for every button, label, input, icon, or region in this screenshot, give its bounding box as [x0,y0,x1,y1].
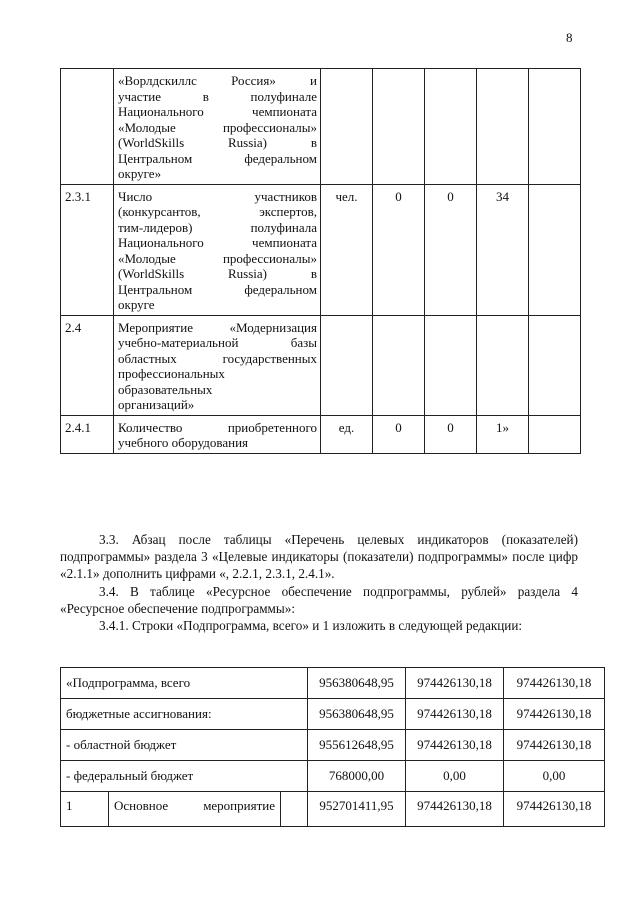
indicator-name-line: учебного оборудования [118,435,249,450]
indicator-name [114,69,321,185]
indicator-row [61,415,581,453]
indicator-name-line: Национального чемпионата [118,235,317,250]
paragraph-3-3: 3.3. Абзац после таблицы «Перечень целевых индикаторов (показателей) подпрограммы» раздела 3 «Целевые индикаторы (показатели) подпрограммы» после цифр «2.1.1» дополнить цифрами «, 2.2.1, 2.3.1, 2.4.1». [60,532,578,581]
indicator-v2 [425,69,477,185]
indicator-unit: чел. [321,184,373,315]
indicator-unit [321,69,373,185]
resource-empty-cell [281,792,308,827]
indicator-v2: 0 [425,184,477,315]
resource-label: - областной бюджет [61,730,308,761]
resource-row [61,668,605,699]
indicator-v3 [477,69,529,185]
resource-value-v3: 0,00 [504,761,605,792]
resource-row [61,761,605,792]
indicator-name-line: Центральном федеральном [118,150,317,166]
indicator-name-line: округе» [118,166,162,181]
indicator-v3: 34 [477,184,529,315]
resource-row [61,730,605,761]
resource-value-v3: 974426130,18 [504,792,605,827]
resource-label: - федеральный бюджет [61,761,308,792]
indicator-name [114,184,321,315]
resource-label-word: мероприятие [203,798,275,813]
indicator-name-line: (WorldSkills Russia) в [118,135,317,150]
resource-row-main-activity [61,792,605,827]
indicator-name-line: Национального чемпионата [118,104,317,119]
indicator-name-line: областных государственных [118,350,317,366]
indicators-table [60,68,581,454]
indicator-name-line: Мероприятие «Модернизация [118,319,317,335]
indicator-name [114,315,321,415]
indicator-name [114,415,321,453]
indicator-v1: 0 [373,415,425,453]
indicator-row [61,69,581,185]
indicator-code: 2.4.1 [61,415,114,453]
indicator-v3: 1» [477,415,529,453]
indicator-unit [321,315,373,415]
indicator-v1 [373,69,425,185]
indicator-v4 [529,184,581,315]
resource-value-v1: 956380648,95 [308,668,406,699]
indicator-v4 [529,69,581,185]
resource-value-v3: 974426130,18 [504,730,605,761]
indicator-code: 2.3.1 [61,184,114,315]
indicator-v4 [529,315,581,415]
resource-label [109,792,281,827]
indicator-v1 [373,315,425,415]
indicator-name-line: «Ворлдскиллс Россия» и [118,73,317,88]
resource-label: бюджетные ассигнования: [61,699,308,730]
page-number: 8 [566,30,573,45]
indicator-row [61,315,581,415]
paragraph-3-4-1: 3.4.1. Строки «Подпрограмма, всего» и 1 изложить в следующей редакции: [99,618,523,633]
indicator-name-line: округе [118,297,155,312]
resource-code: 1 [61,792,109,827]
resource-value-v1: 952701411,95 [308,792,406,827]
indicator-name-line: организаций» [118,397,195,412]
resource-value-v2: 974426130,18 [406,730,504,761]
resource-value-v3: 974426130,18 [504,699,605,730]
indicator-v2 [425,315,477,415]
indicator-v2: 0 [425,415,477,453]
resources-table [60,667,605,827]
indicator-name-line: профессиональных [118,366,225,381]
indicator-name-line: (конкурсантов, экспертов, [118,204,317,219]
indicator-code [61,69,114,185]
indicators-table-body [61,69,581,454]
resource-value-v1: 768000,00 [308,761,406,792]
indicator-v4 [529,415,581,453]
indicator-v1: 0 [373,184,425,315]
resource-label-word: Основное [114,798,169,813]
indicator-name-line: участие в полуфинале [118,88,317,104]
resources-table-body [61,668,605,827]
indicator-v3 [477,315,529,415]
resource-value-v1: 955612648,95 [308,730,406,761]
resource-value-v2: 0,00 [406,761,504,792]
resource-value-v2: 974426130,18 [406,668,504,699]
resource-value-v2: 974426130,18 [406,699,504,730]
indicator-name-line: Количество приобретенного [118,419,317,435]
indicator-name-line: Центральном федеральном [118,281,317,297]
resource-value-v2: 974426130,18 [406,792,504,827]
resource-row [61,699,605,730]
indicator-name-line: «Молодые профессионалы» [118,250,317,266]
indicator-name-line: образовательных [118,381,213,397]
resource-value-v1: 956380648,95 [308,699,406,730]
indicator-name-line: (WorldSkills Russia) в [118,266,317,281]
paragraph-3-4: 3.4. В таблице «Ресурсное обеспечение подпрограммы, рублей» раздела 4 «Ресурсное обеспечение подпрограммы»: [60,584,578,616]
indicator-name-line: «Молодые профессионалы» [118,119,317,135]
resource-label-line [114,798,275,814]
indicator-name-line: учебно-материальной базы [118,335,317,350]
resource-value-v3: 974426130,18 [504,668,605,699]
resource-label: «Подпрограмма, всего [61,668,308,699]
indicator-name-line: тим-лидеров) полуфинала [118,219,317,235]
indicator-row [61,184,581,315]
indicator-name-line: Число участников [118,188,317,204]
indicator-code: 2.4 [61,315,114,415]
indicator-unit: ед. [321,415,373,453]
